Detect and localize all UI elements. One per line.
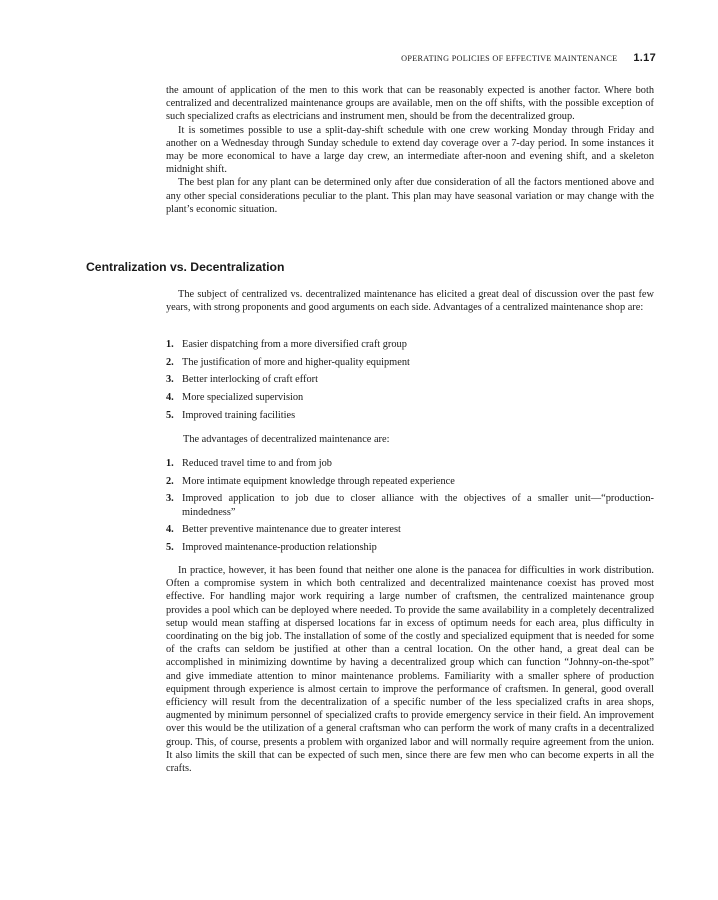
paragraph-continuation: the amount of application of the men to this work that can be reasonably expected is another factor. Where both centralized and decentralized maintenance groups are available, men on the off shifts, with the possible exception of such specialized crafts as electricians and instrument men, should be from the decentralized group.: [166, 85, 654, 123]
list-item-text: Improved training facilities: [182, 409, 296, 421]
list-item-text: Improved maintenance-production relationship: [182, 542, 377, 554]
list-item: [166, 409, 654, 422]
list-item-number: 1.: [166, 339, 174, 350]
list-item-text: Improved application to job due to closer alliance with the objectives of a smaller unit—“production-mindedness”: [182, 493, 654, 518]
list-item-text: Easier dispatching from a more diversified craft group: [182, 339, 407, 350]
list-item-text: More specialized supervision: [182, 392, 304, 404]
list-item-number: 2.: [166, 475, 174, 487]
list-item-number: 5.: [166, 542, 174, 554]
paragraph-best-plan: The best plan for any plant can be determined only after due consideration of all the factors mentioned above and any other special considerations peculiar to the plant. This plan may have seasonal variation or may change with the plant’s economic situation.: [166, 177, 654, 215]
decentralized-lead-text: The advantages of decentralized maintenance are:: [183, 434, 390, 445]
paragraph-in-practice: In practice, however, it has been found that neither one alone is the panacea for difficulties in work distribution. Often a compromise system in which both centralized and decentralized maintenance coexist has proved most effective. For handling major work requiring a large number of craftsmen, the centralized maintenance group provides a pool which can be deployed where needed. To provide the same availability in a completely decentralized setup would mean staffing at dispersed locations far in excess of optimum needs for each area, plus difficulty in coordinating on the big job. The installation of some of the costly and specialized equipment that is needed for some of the crafts can seldom be justified at other than a central location. On the other hand, a great deal can be accomplished in minimizing downtime by having a decentralized group which can function “Johnny-on-the-spot” and give immediate attention to minor maintenance problems. Familiarity with a smaller sphere of production equipment through experience is almost certain to improve the performance of craftsmen. In general, good overall efficiency will result from the decentralization of a specific number of the less specialized crafts in area shops, augmented by minimum personnel of specialized crafts to provide emergency service in their field. An improvement over this would be the utilization of a general craftsman who can perform the work of many crafts in a decentralized group. This, of course, presents a problem with organized labor and will normally require agreement from the union. It also limits the skill that can be expected of such men, since there are few men who can become experts in all the crafts.: [166, 565, 654, 775]
list-item: [166, 523, 654, 536]
list-item: [166, 338, 654, 351]
centralized-advantages-list: [166, 338, 654, 427]
continued-text-block: [166, 84, 654, 216]
list-item-text: Better preventive maintenance due to greater interest: [182, 524, 401, 536]
list-item-text: More intimate equipment knowledge through repeated experience: [182, 475, 455, 487]
decentralized-advantages-list: [166, 457, 654, 559]
list-item: [166, 475, 654, 488]
paragraph-section-intro: The subject of centralized vs. decentralized maintenance has elicited a great deal of discussion over the past few years, with strong proponents and good arguments on each side. Advantages of a centralized maintenance shop are:: [166, 289, 654, 314]
running-title: OPERATING POLICIES OF EFFECTIVE MAINTENANCE: [401, 54, 618, 63]
list-item-number: 2.: [166, 356, 174, 368]
list-item-number: 5.: [166, 409, 174, 421]
section-intro-block: [166, 288, 654, 314]
list-item: [166, 373, 654, 386]
list-item-number: 1.: [166, 458, 174, 469]
page-number: 1.17: [633, 52, 656, 64]
list-item-text: Reduced travel time to and from job: [182, 458, 332, 469]
list-item: [166, 492, 654, 518]
list-item-number: 3.: [166, 374, 174, 386]
practice-text-block: [166, 564, 654, 775]
list-item-number: 4.: [166, 524, 174, 536]
running-head: [401, 52, 656, 64]
list-item: [166, 391, 654, 404]
section-heading: Centralization vs. Decentralization: [86, 260, 285, 274]
list-item-number: 3.: [166, 493, 174, 505]
list-item-number: 4.: [166, 392, 174, 404]
list-item-text: The justification of more and higher-quality equipment: [182, 356, 410, 368]
list-item: [166, 541, 654, 554]
list-item: [166, 457, 654, 470]
list-item: [166, 356, 654, 369]
list-item-text: Better interlocking of craft effort: [182, 374, 318, 386]
paragraph-split-shift: It is sometimes possible to use a split-day-shift schedule with one crew working Monday through Friday and another on a Wednesday through Sunday schedule to extend day coverage over a 7-day period. In some instances it may be more economical to have a large day crew, an intermediate after-noon and evening shift, and a skeleton midnight shift.: [166, 124, 654, 176]
